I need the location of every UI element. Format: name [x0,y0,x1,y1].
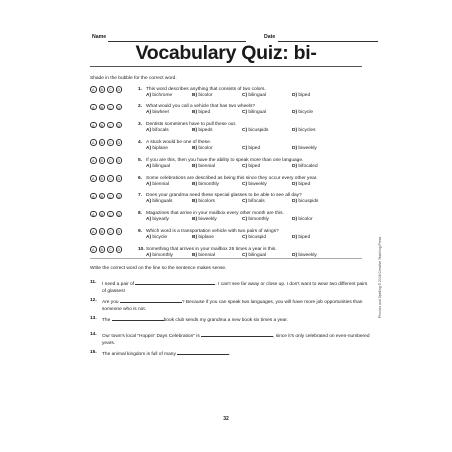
answer-option [242,217,269,222]
question-text: A stuck would be one of these. [146,139,212,145]
answer-blank[interactable] [201,332,273,337]
answer-bubble[interactable]: C [108,88,112,92]
answer-option [292,93,310,98]
option-letter: A) [146,252,152,258]
option-text: bicolor [198,92,213,98]
answer-bubble[interactable]: C [108,141,112,146]
option-text: bipeds [198,128,213,134]
option-text: biweekly [298,145,317,151]
answer-option [292,164,318,169]
option-letter: B) [192,163,198,169]
option-letter: D) [292,252,298,258]
answer-option [292,182,310,187]
sentence-number: 14. [90,332,97,337]
option-letter: B) [192,217,198,223]
side-credit: Phonics and Spelling © 2006 Creative Teaching Press [378,236,382,318]
answer-bubble[interactable]: C [108,177,112,181]
option-text: bicolor [198,145,213,151]
answer-option [192,164,215,169]
option-letter: A) [146,199,152,205]
answer-option [192,146,213,151]
option-letter: A) [146,234,152,240]
name-label: Name [92,34,107,40]
answer-bubbles [90,104,122,111]
sentence-number: 15. [90,350,97,355]
option-letter: D) [292,163,298,169]
answer-bubble[interactable]: A [90,139,97,146]
question-number: 6. [138,175,143,181]
answer-bubble[interactable]: D [117,248,121,253]
option-letter: B) [192,110,198,116]
answer-option [146,217,169,222]
answer-bubble[interactable]: C [108,105,112,110]
answer-option [146,93,172,98]
option-text: bicuspid [248,234,267,240]
answer-bubble[interactable]: C [108,230,112,235]
answer-option [292,110,313,115]
answer-option [146,182,169,187]
option-letter: A) [146,217,152,223]
option-text: bicolor [298,217,313,223]
answer-option [192,182,219,187]
answer-bubble[interactable]: A [90,86,97,93]
answer-option [242,93,266,98]
answer-bubbles [90,139,122,146]
answer-bubbles [90,193,122,200]
option-letter: D) [292,234,298,240]
answer-option [146,235,167,240]
option-text: biped [248,163,261,169]
answer-option [146,253,173,258]
option-text: biweekly [298,252,317,258]
answer-bubbles [90,122,122,129]
answer-bubble[interactable]: C [108,248,112,253]
answer-bubble[interactable]: C [108,212,112,217]
answer-option [192,128,213,133]
answer-bubbles [90,86,122,93]
option-text: bichrome [152,92,173,98]
option-letter: B) [192,252,198,258]
answer-bubble[interactable]: C [108,159,112,164]
sentence-after: . I can't see far away or close up. I don't want to wear two different pairs of glasses! [102,282,368,294]
option-letter: B) [192,92,198,98]
answer-option [192,110,210,115]
sentence-before: I need a pair of [102,282,135,287]
answer-bubble[interactable]: A [90,175,97,182]
option-text: biped [198,110,211,116]
section-divider [90,258,362,259]
answer-bubble[interactable]: B [99,139,106,146]
answer-option [146,146,168,151]
answer-blank[interactable] [120,298,182,303]
answer-bubble[interactable]: A [90,246,97,253]
answer-bubble[interactable]: D [117,159,121,164]
option-text: biped [298,92,311,98]
option-letter: C) [242,199,248,205]
answer-bubble[interactable]: D [117,194,121,199]
option-text: bicycles [298,128,316,134]
answer-bubble[interactable]: B [99,104,106,111]
answer-bubble[interactable]: C [108,194,112,199]
answer-bubble[interactable]: B [99,246,106,253]
sentence-before: The [102,318,111,323]
option-letter: C) [242,128,248,134]
option-letter: C) [242,181,248,187]
answer-bubble[interactable]: A [90,228,97,235]
sentence-number: 13. [90,316,97,321]
answer-option [146,128,169,133]
option-letter: C) [242,252,248,258]
question-text: Which word is a transportation vehicle with two pairs of wings? [146,228,279,234]
option-letter: D) [292,110,298,116]
question-number: 8. [138,211,143,217]
question-number: 9. [138,228,143,234]
question-number: 7. [138,193,143,199]
option-text: bilingual [248,92,267,98]
option-text: biwheel [152,110,169,116]
answer-option [242,182,267,187]
option-letter: C) [242,92,248,98]
question-text: Magazines that arrive in your mailbox every other month are this. [146,211,284,217]
answer-bubble[interactable]: D [117,212,121,217]
answer-option [292,146,317,151]
option-text: bimonthly [248,217,269,223]
section1-instruction: Shade in the bubble for the correct word. [90,76,177,81]
answer-option [242,164,260,169]
sentence-number: 12. [90,298,97,303]
option-letter: B) [192,145,198,151]
option-text: bilingual [152,163,171,169]
answer-option [242,199,265,204]
answer-option [242,128,268,133]
sentence-before: The animal kingdom is full of many [102,352,176,357]
option-letter: A) [146,128,152,134]
question-text: Something that arrives in your mailbox 26 times a year is this. [146,246,277,252]
option-text: biennial [152,181,169,187]
option-letter: D) [292,181,298,187]
answer-bubbles [90,246,122,253]
answer-bubble[interactable]: A [90,157,97,164]
option-letter: C) [242,217,248,223]
answer-option [242,110,266,115]
option-text: bimonthly [198,181,219,187]
question-text: Dentists sometimes have to pull these out. [146,122,237,128]
answer-option [292,217,313,222]
answer-bubbles [90,157,122,164]
option-letter: B) [192,199,198,205]
question-number: 4. [138,139,143,145]
option-text: bimonthly [152,252,173,258]
option-letter: C) [242,163,248,169]
option-text: bifocals [248,199,265,205]
sentence-after: book club sends my grandma a new book six times a year. [163,318,288,323]
question-text: If you are this, then you have the ability to speak more than one language. [146,157,304,163]
sentence-text [102,332,372,348]
answer-option [192,235,214,240]
option-letter: C) [242,234,248,240]
question-text: Some celebrations are described as being this since they occur every other year. [146,175,318,181]
answer-option [242,146,260,151]
answer-bubble[interactable]: D [117,123,121,128]
answer-option [292,199,318,204]
sentence-text [102,350,372,359]
answer-option [242,235,266,240]
answer-option [192,199,215,204]
option-text: biped [298,234,311,240]
answer-bubble[interactable]: B [99,193,106,200]
option-text: bilingual [248,252,267,258]
option-letter: A) [146,110,152,116]
answer-bubble[interactable]: D [117,177,121,181]
sentence-text [102,280,372,296]
option-text: bicuspids [298,199,319,205]
answer-blank[interactable] [135,280,215,285]
question-text: What would you call a vehicle that has two wheels? [146,104,256,110]
question-number: 3. [138,122,143,128]
answer-blank[interactable] [177,350,229,355]
answer-bubble[interactable]: A [90,211,97,218]
section2-instruction: Write the correct word on the line so the sentence makes sense. [90,266,227,271]
question-text: This word describes anything that consists of two colors. [146,86,266,92]
option-letter: A) [146,163,152,169]
option-text: bicycle [152,234,168,240]
question-number: 2. [138,104,143,110]
answer-bubble[interactable]: B [99,157,106,164]
answer-blank[interactable] [112,316,164,321]
answer-bubble[interactable]: B [99,122,106,129]
answer-bubble[interactable]: D [117,88,121,92]
question-number: 10. [138,246,145,252]
option-letter: B) [192,128,198,134]
answer-option [146,110,169,115]
answer-bubbles [90,211,122,218]
answer-bubble[interactable]: D [117,105,121,110]
page-title: Vocabulary Quiz: bi- [135,42,317,64]
option-letter: D) [292,217,298,223]
answer-bubble[interactable]: D [117,230,121,235]
option-letter: A) [146,92,152,98]
option-text: bifocaled [298,163,318,169]
answer-option [146,164,170,169]
answer-bubble[interactable]: C [108,123,112,128]
option-letter: B) [192,181,198,187]
answer-bubbles [90,228,122,235]
option-text: bilingual [248,110,267,116]
option-text: biweekly [198,217,217,223]
answer-bubble[interactable]: D [117,141,121,146]
answer-bubble[interactable]: B [99,228,106,235]
answer-option [292,235,310,240]
answer-bubble[interactable]: A [90,193,97,200]
option-text: bicolors [198,199,215,205]
option-text: biped [248,145,261,151]
answer-option [292,128,315,133]
option-letter: B) [192,234,198,240]
sentence-number: 11. [90,280,97,285]
answer-bubble[interactable]: A [90,122,97,129]
page-number: 32 [223,416,229,422]
option-text: biennial [198,163,215,169]
answer-option [292,253,317,258]
date-label: Date [264,34,276,40]
option-letter: D) [292,128,298,134]
answer-bubbles [90,175,122,182]
answer-bubble[interactable]: B [99,175,106,182]
option-text: biplane [152,145,168,151]
option-text: biplane [198,234,214,240]
option-text: bicuspids [248,128,269,134]
option-text: biweekly [248,181,267,187]
answer-option [192,253,215,258]
option-letter: A) [146,181,152,187]
answer-bubble[interactable]: B [99,211,106,218]
sentence-after: . [229,352,231,357]
option-letter: D) [292,145,298,151]
option-letter: D) [292,199,298,205]
option-text: biennial [198,252,215,258]
sentence-text [102,298,372,314]
option-letter: D) [292,92,298,98]
option-letter: A) [146,145,152,151]
answer-option [242,253,266,258]
question-number: 1. [138,86,143,92]
sentence-text [102,316,372,325]
sentence-after: , since it's only celebrated on even-numbered years. [102,334,370,346]
option-text: biyearly [152,217,169,223]
answer-option [146,199,172,204]
question-number: 5. [138,157,143,163]
answer-option [192,93,213,98]
sentence-after: ? Because if you can speak two languages, you will have more job opportunities than someone who is not. [102,300,363,312]
answer-bubble[interactable]: A [90,104,97,111]
option-text: biped [298,181,311,187]
question-text: Does your grandma need these special glasses to be able to see all day? [146,193,302,199]
answer-bubble[interactable]: B [99,86,106,93]
option-letter: C) [242,110,248,116]
title-divider [90,66,362,67]
answer-option [192,217,217,222]
option-letter: C) [242,145,248,151]
option-text: bicycle [298,110,314,116]
sentence-before: Our town's local "Hoppin' Days Celebration" is [102,334,200,339]
option-text: bifocals [152,128,169,134]
option-text: bilinguals [152,199,173,205]
sentence-before: Are you [102,300,119,305]
